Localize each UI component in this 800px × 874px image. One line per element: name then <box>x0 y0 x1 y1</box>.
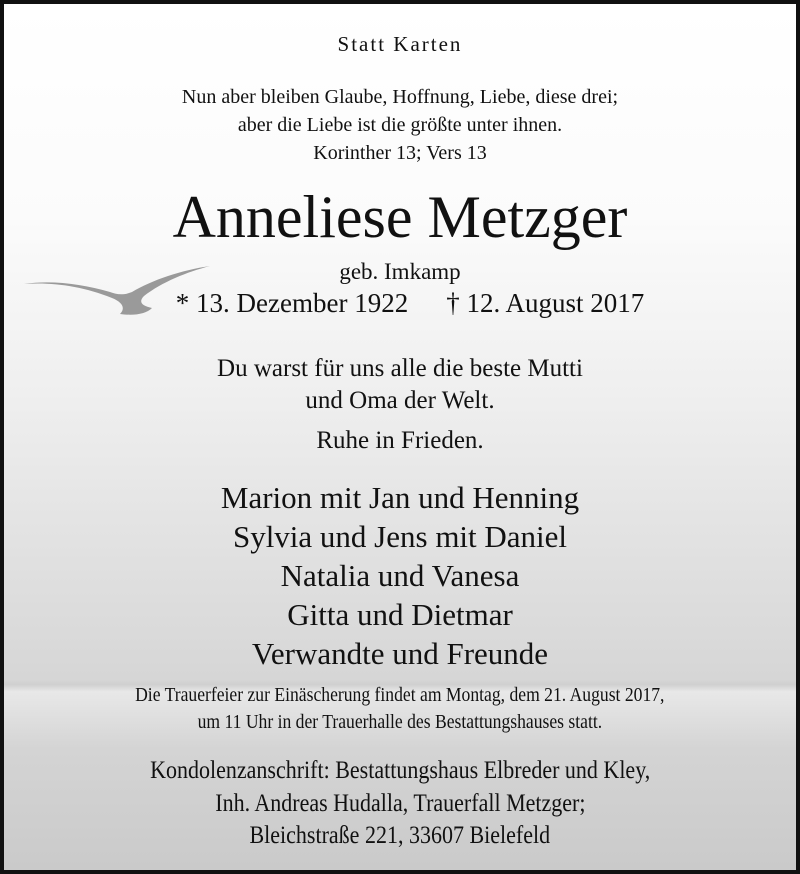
mourner: Sylvia und Jens mit Daniel <box>232 519 568 554</box>
deceased-name: Anneliese Metzger <box>172 184 628 250</box>
address-line-1: Kondolenzanschrift: Bestattungshaus Elbreder und Kley, <box>149 757 651 784</box>
address-line-2: Inh. Andreas Hudalla, Trauerfall Metzger; <box>214 790 586 817</box>
header: Statt Karten <box>337 32 463 56</box>
ceremony-line-1: Die Trauerfeier zur Einäscherung findet am Montag, dem 21. August 2017, <box>135 684 665 706</box>
maiden-name: geb. Imkamp <box>339 259 461 284</box>
address-line-3: Bleichstraße 221, 33607 Bielefeld <box>249 822 551 849</box>
mourner: Marion mit Jan und Henning <box>220 480 580 515</box>
tribute-line-2: und Oma der Welt. <box>305 387 495 414</box>
mourner: Gitta und Dietmar <box>287 597 513 632</box>
verse-line-2: aber die Liebe ist die größte unter ihnen. <box>237 114 563 136</box>
birth-date: * 13. Dezember 1922 <box>175 288 409 318</box>
verse-source: Korinther 13; Vers 13 <box>313 142 487 164</box>
life-dates <box>4 290 796 317</box>
verse-line-1: Nun aber bleiben Glaube, Hoffnung, Liebe, diese drei; <box>181 86 619 108</box>
tribute-line-3: Ruhe in Frieden. <box>316 427 484 454</box>
death-date: † 12. August 2017 <box>446 288 645 318</box>
mourner: Verwandte und Freunde <box>251 636 549 671</box>
tribute-line-1: Du warst für uns alle die beste Mutti <box>217 355 583 382</box>
mourner: Natalia und Vanesa <box>280 558 520 593</box>
ceremony-line-2: um 11 Uhr in der Trauerhalle des Bestattungshauses statt. <box>197 711 603 733</box>
